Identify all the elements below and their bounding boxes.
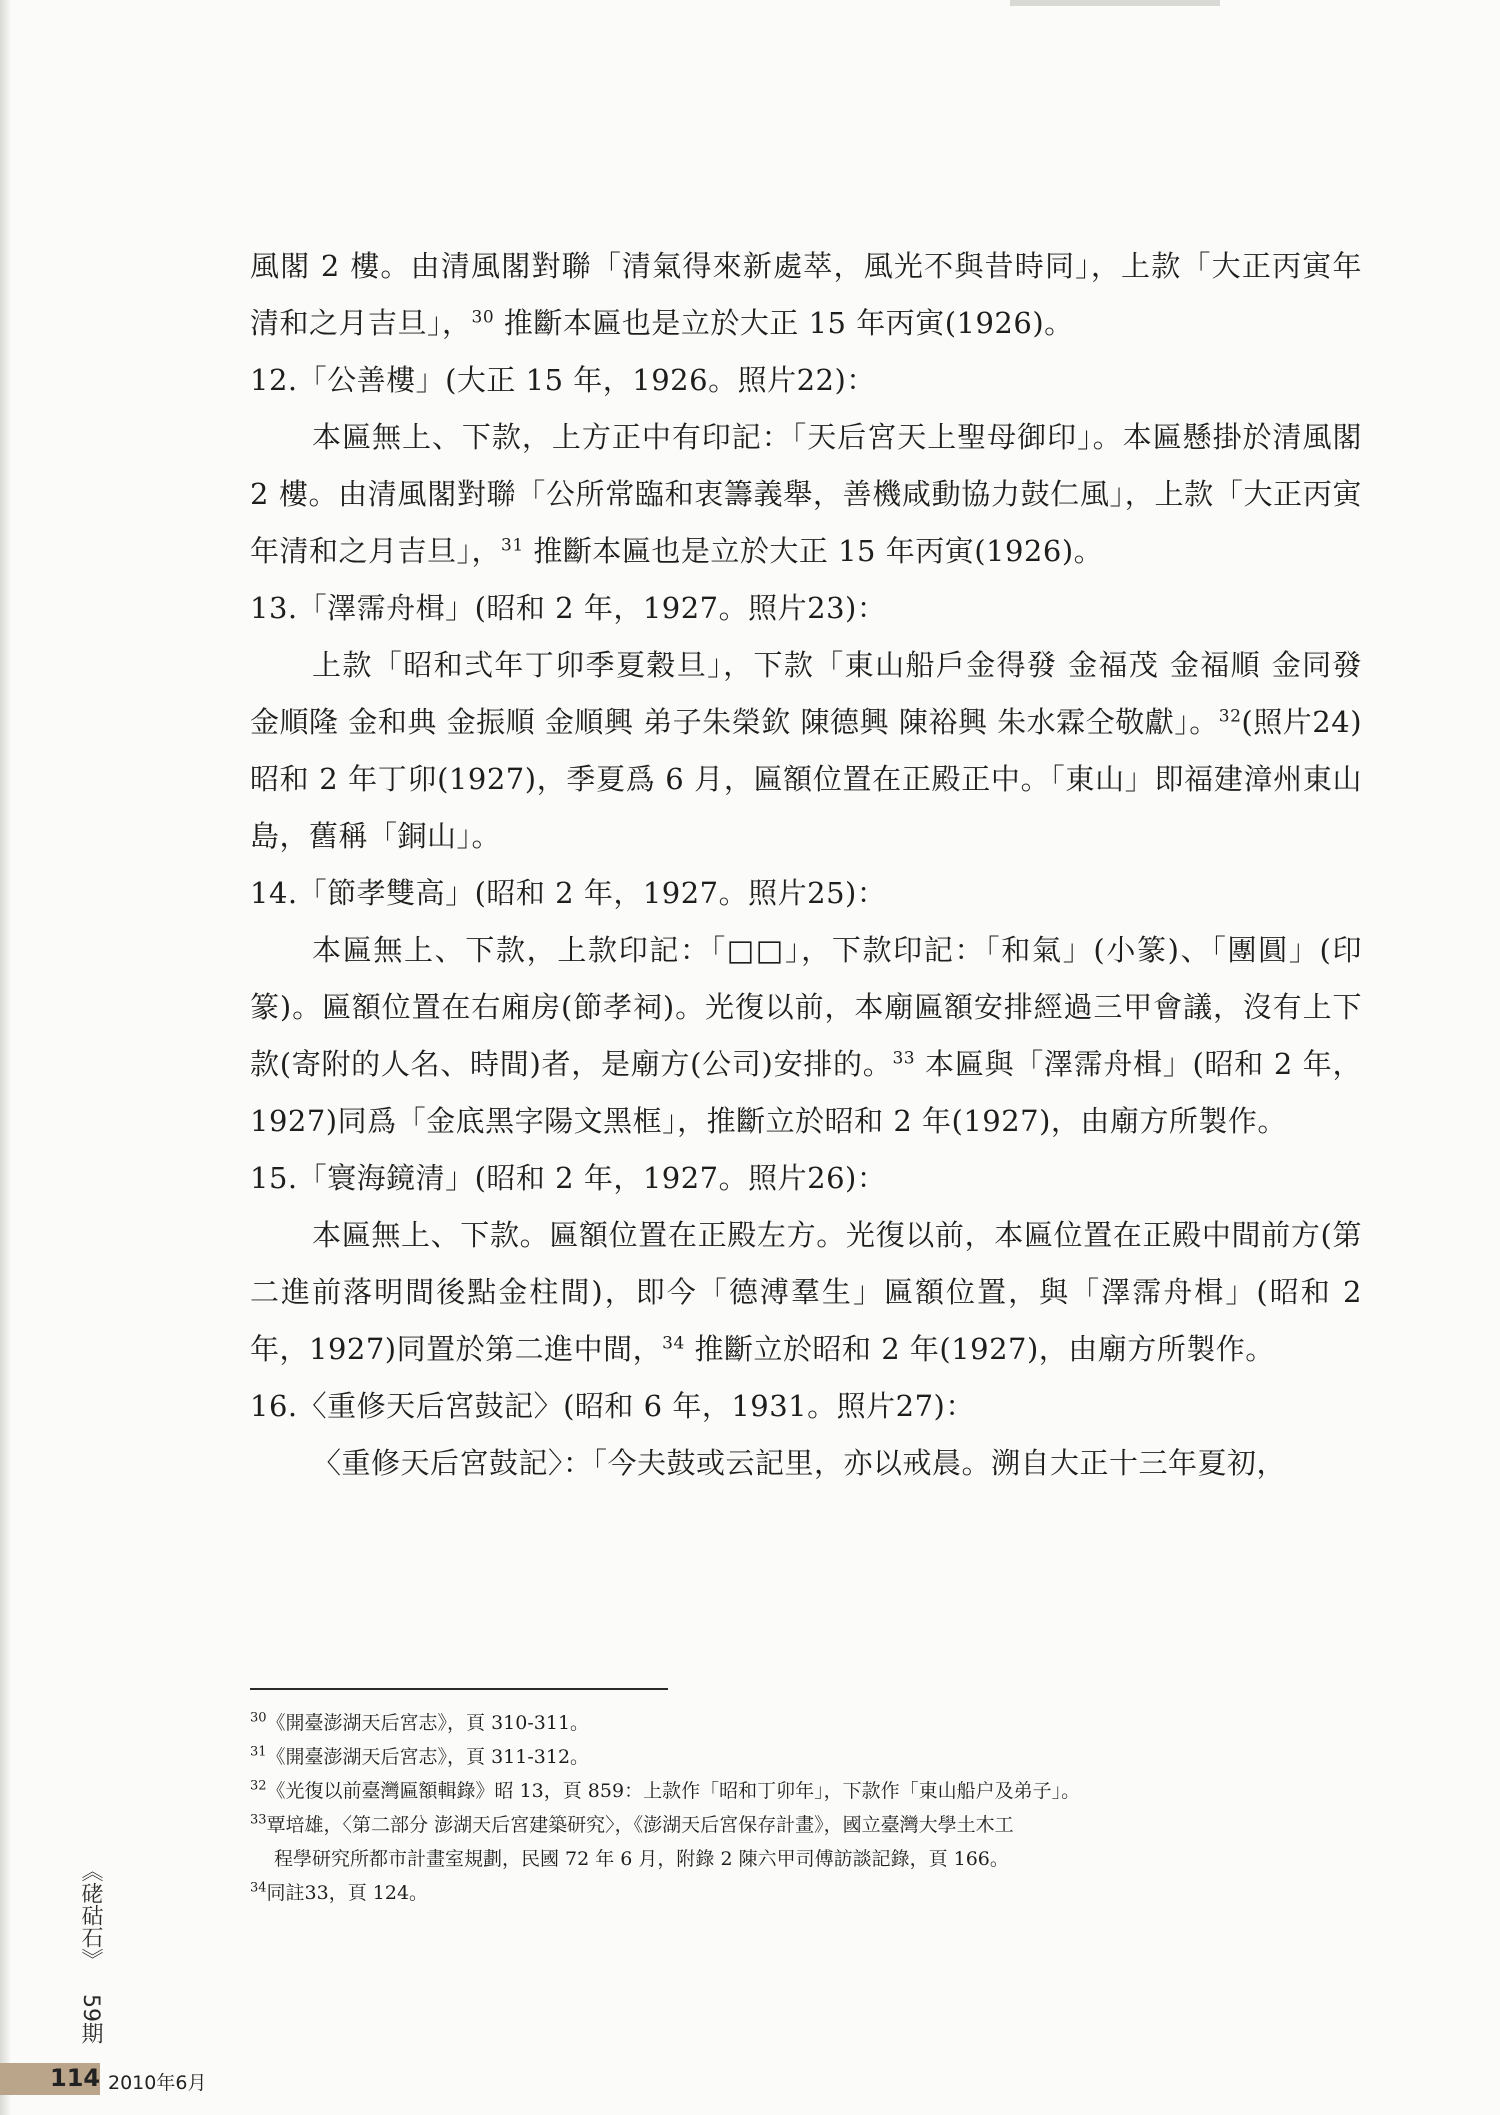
- paragraph: 風閣 2 樓。由清風閣對聯「清氣得來新處萃，風光不與昔時同」，上款「大正丙寅年清和之月吉旦」，$^{30}$ 推斷本匾也是立於大正 15 年丙寅(1926)。: [250, 249, 1362, 340]
- footnote-ref: 32: [1218, 706, 1242, 727]
- list-item-heading: 16.〈重修天后宮鼓記〉(昭和 6 年，1931。照片27)：: [250, 1389, 975, 1423]
- list-item-heading: 15.「寰海鏡清」(昭和 2 年，1927。照片26)：: [250, 1161, 887, 1195]
- footnote: [250, 1706, 1362, 1740]
- footnote-text: 覃培雄，〈第二部分 澎湖天后宮建築研究〉，《澎湖天后宮保存計畫》，國立臺灣大學土木工: [266, 1814, 1014, 1836]
- footnote-divider: [250, 1688, 668, 1690]
- list-item-heading: 14.「節孝雙高」(昭和 2 年，1927。照片25)：: [250, 876, 887, 910]
- list-item-heading: 13.「澤霈舟楫」(昭和 2 年，1927。照片23)：: [250, 591, 887, 625]
- paragraph: 本匾無上、下款，上方正中有印記：「天后宮天上聖母御印」。本匾懸掛於清風閣 2 樓。由清風閣對聯「公所常臨和衷籌義舉，善機咸動協力鼓仁風」，上款「大正丙寅年清和之月吉旦」，$^{31}$ 推斷本匾也是立於大正 15 年丙寅(1926)。: [250, 420, 1362, 568]
- footnote-text-continued: 程學研究所都市計畫室規劃，民國 72 年 6 月，附錄 2 陳六甲司傅訪談記錄，頁 166。: [274, 1848, 1009, 1870]
- footnote: [250, 1808, 1362, 1876]
- article-body: [250, 238, 1362, 1492]
- footnote-ref: 30: [471, 307, 495, 328]
- footnote: [250, 1876, 1362, 1910]
- paragraph: 上款「昭和弍年丁卯季夏穀旦」，下款「東山船戶金得發 金福茂 金福順 金同發 金順隆 金和典 金振順 金順興 弟子朱榮欽 陳德興 陳裕興 朱水霖仝敬獻」。$^{32}$(照片24) 昭和 2 年丁卯(1927)，季夏爲 6 月，匾額位置在正殿正中。「東山」即福建漳州東山島，舊稱「銅山」。: [250, 648, 1363, 853]
- footnote: [250, 1740, 1362, 1774]
- paragraph: 〈重修天后宮鼓記〉：「今夫鼓或云記里，亦以戒晨。溯自大正十三年夏初，: [312, 1446, 1287, 1480]
- footnote-text: 《開臺澎湖天后宮志》，頁 310-311。: [266, 1712, 590, 1734]
- header-decoration: [1010, 0, 1220, 6]
- footnote-number: 30: [250, 1710, 267, 1726]
- footnotes: [250, 1706, 1362, 1910]
- issue-date: 2010年6月: [108, 2072, 207, 2094]
- footnote-number: 31: [250, 1744, 267, 1760]
- footnote-text: 《開臺澎湖天后宮志》，頁 311-312。: [266, 1746, 590, 1768]
- footnote-ref: 31: [501, 535, 524, 556]
- footnote-number: 34: [250, 1880, 267, 1896]
- footnote-number: 32: [250, 1778, 267, 1794]
- page-binding-edge: [0, 0, 10, 2115]
- issue-number: 59期: [78, 1994, 103, 2044]
- footnote-text: 同註33，頁 124。: [266, 1882, 429, 1904]
- footnote: [250, 1774, 1362, 1808]
- page-number: 114: [50, 2064, 101, 2092]
- footnote-number: 33: [250, 1812, 267, 1828]
- list-item-heading: 12.「公善樓」(大正 15 年，1926。照片22)：: [250, 363, 876, 397]
- journal-title: 《硓𥑮石》: [78, 1860, 103, 1970]
- paragraph: 本匾無上、下款。匾額位置在正殿左方。光復以前，本匾位置在正殿中間前方(第二進前落明間後點金柱間)，即今「德溥羣生」匾額位置，與「澤霈舟楫」(昭和 2 年，1927)同置於第二進中間，$^{34}$ 推斷立於昭和 2 年(1927)，由廟方所製作。: [250, 1218, 1362, 1366]
- footnote-text: 《光復以前臺灣匾額輯錄》昭 13，頁 859：上款作「昭和丁卯年」，下款作「東山船户及弟子」。: [266, 1780, 1081, 1802]
- footnote-ref: 34: [662, 1333, 685, 1354]
- footnote-ref: 33: [892, 1048, 916, 1069]
- paragraph: 本匾無上、下款，上款印記：「□□」，下款印記：「和氣」(小篆)、「團圓」(印篆)。匾額位置在右廂房(節孝祠)。光復以前，本廟匾額安排經過三甲會議，沒有上下款(寄附的人名、時間)者，是廟方(公司)安排的。$^{33}$ 本匾與「澤霈舟楫」(昭和 2 年，1927)同爲「金底黑字陽文黑框」，推斷立於昭和 2 年(1927)，由廟方所製作。: [250, 933, 1362, 1138]
